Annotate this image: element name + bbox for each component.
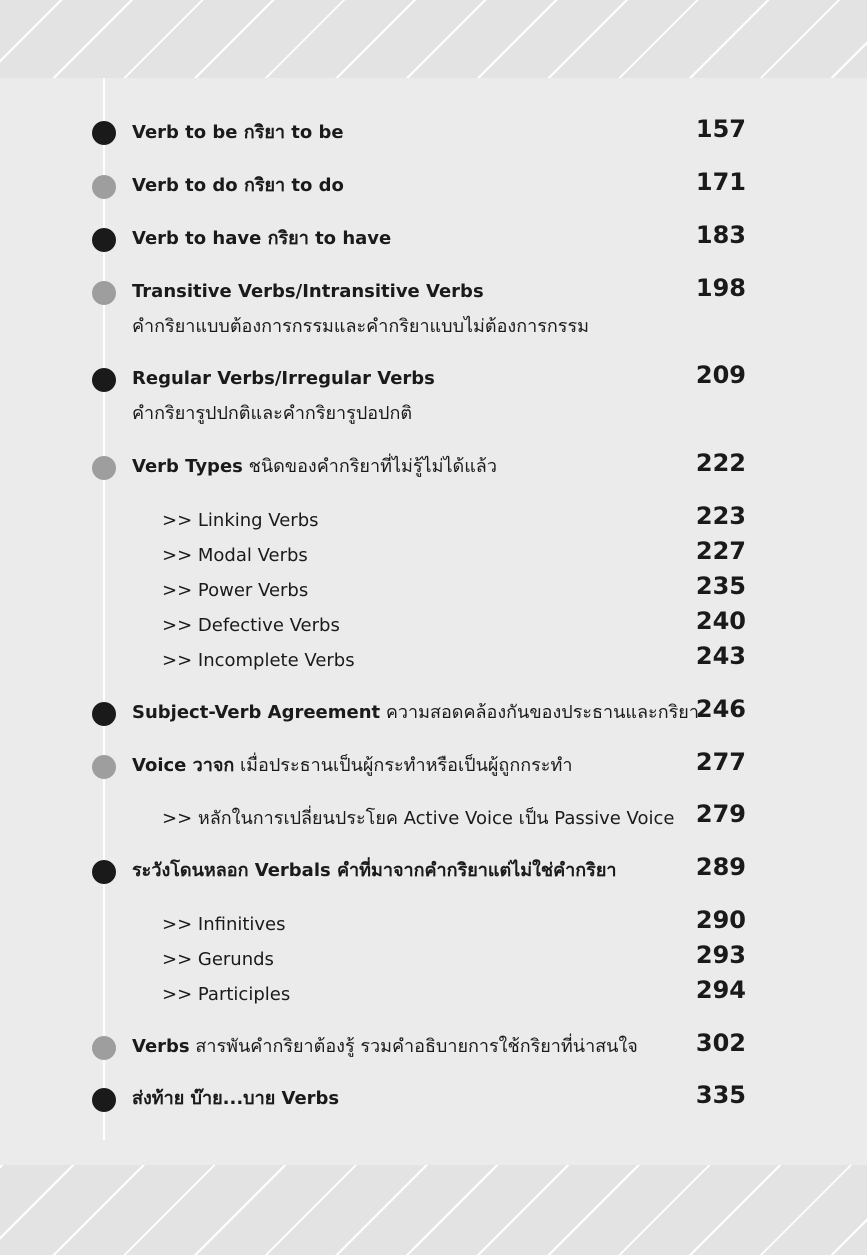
toc-entry-title: Verb to do กริยา to do: [132, 175, 344, 196]
bullet-dark: [92, 1088, 116, 1112]
bullet-dark: [92, 860, 116, 884]
toc-sub-page: 293: [695, 941, 746, 969]
toc-sub-page: 223: [695, 502, 746, 530]
toc-sub-page: 294: [695, 976, 746, 1004]
toc-sub-page: 227: [695, 537, 746, 565]
toc-entry-page: 198: [695, 274, 746, 302]
toc-entry-title: Subject-Verb Agreement ความสอดคล้องกันของประธานและกริยา: [132, 702, 699, 723]
toc-sub-entry: >> Linking Verbs: [162, 510, 319, 531]
toc-sub-entry: >> Modal Verbs: [162, 545, 308, 566]
toc-entry-title: Verb Types ชนิดของคำกริยาที่ไม่รู้ไม่ได้แล้ว: [132, 456, 497, 477]
toc-entry-page: 246: [695, 695, 746, 723]
toc-sub-page: 279: [695, 800, 746, 828]
bullet-dark: [92, 228, 116, 252]
toc-entry-page: 222: [695, 449, 746, 477]
bullet-grey: [92, 1036, 116, 1060]
toc-entry-subtitle: คำกริยาแบบต้องการกรรมและคำกริยาแบบไม่ต้องการกรรม: [132, 316, 589, 337]
bullet-dark: [92, 702, 116, 726]
bullet-grey: [92, 281, 116, 305]
toc-sub-page: 240: [695, 607, 746, 635]
toc-sub-entry: >> Power Verbs: [162, 580, 309, 601]
toc-sub-entry: >> Defective Verbs: [162, 615, 340, 636]
toc-entry-page: 335: [695, 1081, 746, 1109]
toc-entry-title: Transitive Verbs/Intransitive Verbs: [132, 281, 484, 302]
bullet-grey: [92, 456, 116, 480]
toc-entry-page: 157: [695, 115, 746, 143]
toc-entry-subtitle: คำกริยารูปปกติและคำกริยารูปอปกติ: [132, 403, 413, 424]
toc-entry-page: 277: [695, 748, 746, 776]
toc-entry-title: Verb to be กริยา to be: [132, 122, 344, 143]
toc-sub-entry: >> Gerunds: [162, 949, 274, 970]
toc-entry-title: ส่งท้าย บ๊าย...บาย Verbs: [132, 1088, 340, 1109]
toc-sub-entry: >> Participles: [162, 984, 291, 1005]
toc-entry-title: ระวังโดนหลอก Verbals คำที่มาจากคำกริยาแต่ไม่ใช่คำกริยา: [132, 860, 617, 881]
toc-sub-page: 243: [695, 642, 746, 670]
bullet-grey: [92, 175, 116, 199]
bullet-dark: [92, 368, 116, 392]
toc-entry-title: Verbs สารพันคำกริยาต้องรู้ รวมคำอธิบายการใช้กริยาที่น่าสนใจ: [132, 1036, 638, 1057]
bullet-dark: [92, 121, 116, 145]
toc-sub-entry: >> Incomplete Verbs: [162, 650, 355, 671]
toc-entry-page: 289: [695, 853, 746, 881]
toc-sub-page: 290: [695, 906, 746, 934]
toc-entry-title: Regular Verbs/Irregular Verbs: [132, 368, 435, 389]
toc-entry-page: 183: [695, 221, 746, 249]
toc-entry-page: 302: [695, 1029, 746, 1057]
toc-entry-page: 209: [695, 361, 746, 389]
toc-entry-title: Voice วาจก เมื่อประธานเป็นผู้กระทำหรือเป็นผู้ถูกกระทำ: [132, 755, 573, 776]
toc-sub-entry: >> หลักในการเปลี่ยนประโยค Active Voice เป็น Passive Voice: [162, 808, 675, 829]
toc-sub-page: 235: [695, 572, 746, 600]
bullet-grey: [92, 755, 116, 779]
toc-entry-title: Verb to have กริยา to have: [132, 228, 392, 249]
toc-entry-page: 171: [695, 168, 746, 196]
toc-sub-entry: >> Infinitives: [162, 914, 286, 935]
